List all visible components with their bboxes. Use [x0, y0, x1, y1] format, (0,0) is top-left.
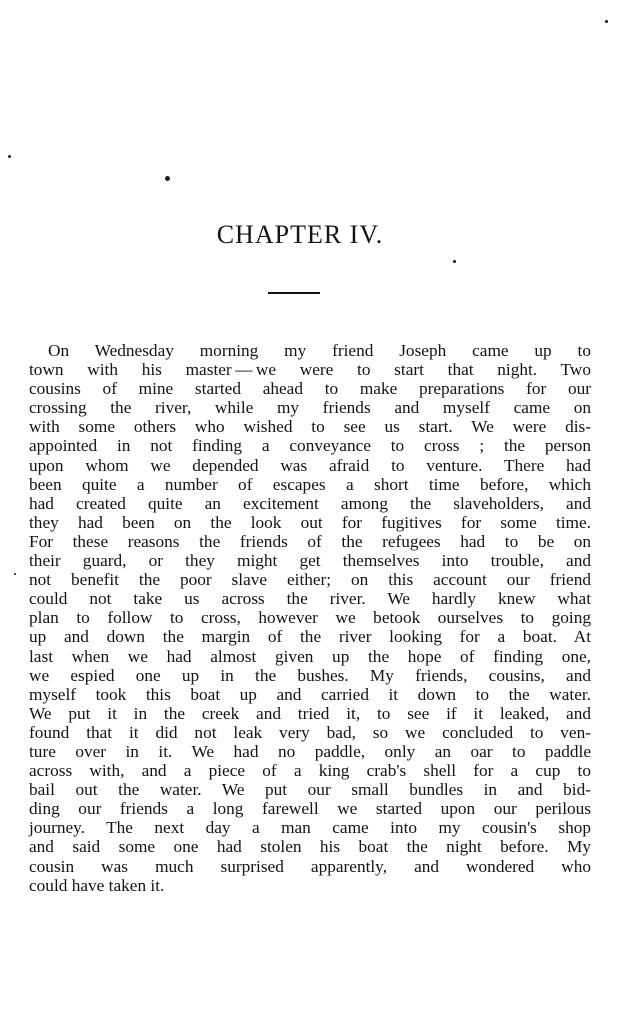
text-line: upon whom we depended was afraid to venture. There had [29, 455, 591, 475]
text-line: could have taken it. [29, 875, 165, 895]
text-line: journey. The next day a man came into my cousin's shop [29, 818, 591, 838]
text-line: last when we had almost given up the hope of finding one, [29, 646, 591, 666]
text-line: they had been on the look out for fugitives for some time. [29, 512, 591, 532]
text-line: myself took this boat up and carried it down to the water. [29, 684, 591, 704]
ink-speck [453, 260, 456, 263]
text-line: not benefit the poor slave either; on this account our friend [29, 570, 591, 590]
body-text [29, 341, 591, 895]
ink-speck [14, 573, 16, 575]
text-line: bail out the water. We put our small bundles in and bid- [29, 780, 591, 800]
text-line: up and down the margin of the river looking for a boat. At [29, 627, 591, 647]
chapter-title: CHAPTER IV. [216, 220, 384, 250]
text-line: their guard, or they might get themselves into trouble, and [29, 551, 591, 571]
text-line: crossing the river, while my friends and myself came on [29, 398, 591, 418]
text-line: ture over in it. We had no paddle, only an oar to paddle [29, 741, 591, 761]
text-line: We put it in the creek and tried it, to see if it leaked, and [29, 703, 591, 723]
text-line: across with, and a piece of a king crab's shell for a cup to [29, 761, 591, 781]
text-line: been quite a number of escapes a short time before, which [29, 474, 591, 494]
text-line: plan to follow to cross, however we betook ourselves to going [29, 608, 591, 628]
text-line: On Wednesday morning my friend Joseph came up to [48, 341, 591, 360]
text-line: we espied one up in the bushes. My friends, cousins, and [29, 665, 591, 685]
text-line: For these reasons the friends of the refugees had to be on [29, 531, 591, 551]
text-line: found that it did not leak very bad, so we concluded to ven- [29, 722, 591, 742]
text-line: had created quite an excitement among the slaveholders, and [29, 493, 591, 513]
text-line: could not take us across the river. We hardly knew what [29, 589, 591, 609]
text-line: cousins of mine started ahead to make preparations for our [29, 379, 591, 399]
text-line: appointed in not finding a conveyance to cross ; the person [29, 436, 591, 456]
text-line: ding our friends a long farewell we started upon our perilous [29, 799, 591, 819]
ink-speck [8, 155, 11, 158]
text-line: cousin was much surprised apparently, and wondered who [29, 856, 591, 876]
ink-speck [605, 20, 608, 23]
title-divider [268, 292, 320, 294]
text-line: town with his master — we were to start that night. Two [29, 360, 591, 380]
text-line: with some others who wished to see us start. We were dis- [29, 417, 591, 437]
text-line: and said some one had stolen his boat the night before. My [29, 837, 591, 857]
ink-speck [165, 176, 170, 181]
